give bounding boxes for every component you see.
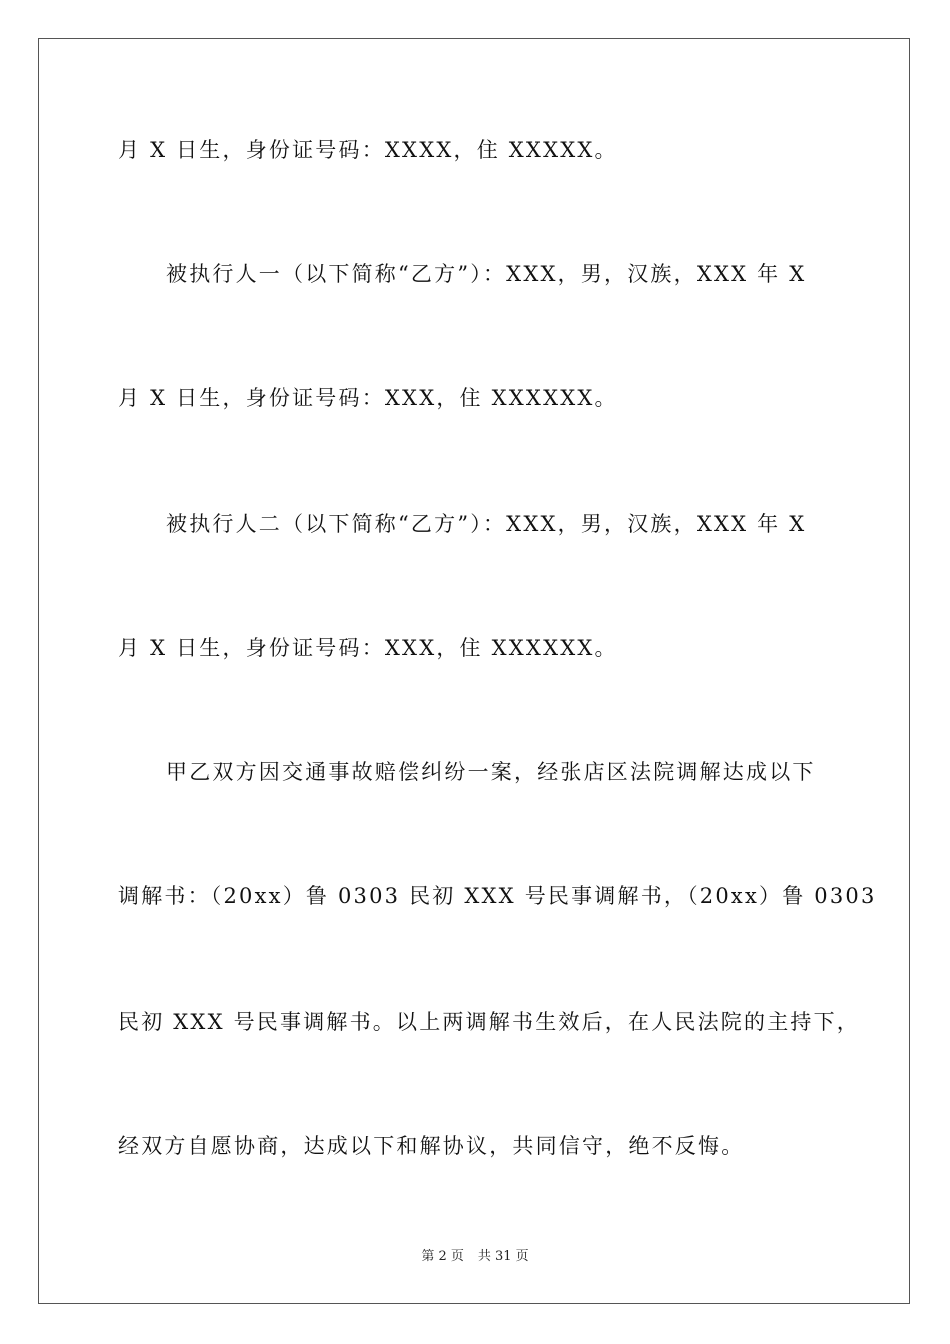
text-line: 被执行人二（以下简称“乙方”）：XXX，男，汉族，XXX 年 X [166,512,807,536]
text-line: 月 X 日生，身份证号码：XXX，住 XXXXXX。 [118,386,618,410]
text-line: 民初 XXX 号民事调解书。以上两调解书生效后，在人民法院的主持下， [118,1010,860,1034]
text-line: 甲乙双方因交通事故赔偿纠纷一案，经张店区法院调解达成以下 [166,760,816,784]
page-footer [0,1248,950,1266]
text-line: 被执行人一（以下简称“乙方”）：XXX，男，汉族，XXX 年 X [166,262,807,286]
text-line: 月 X 日生，身份证号码：XXXX，住 XXXXX。 [118,138,618,162]
page-number: 第 2 页 [421,1249,464,1264]
text-line: 调解书：（20xx）鲁 0303 民初 XXX 号民事调解书，（20xx）鲁 0303 [118,884,877,908]
total-pages: 共 31 页 [477,1249,529,1264]
text-line: 经双方自愿协商，达成以下和解协议，共同信守，绝不反悔。 [118,1134,745,1158]
text-line: 月 X 日生，身份证号码：XXX，住 XXXXXX。 [118,636,618,660]
page-border [38,38,910,1304]
